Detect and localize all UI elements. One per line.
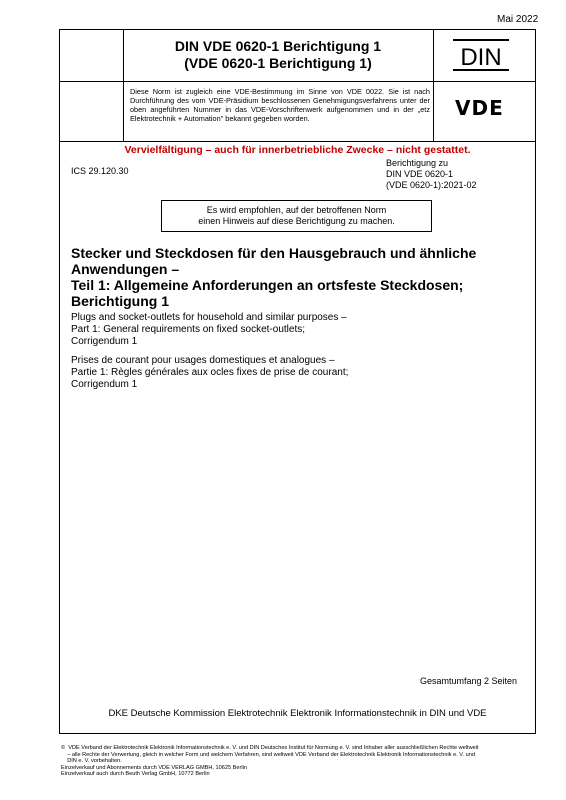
english-title-line: Part 1: General requirements on fixed socket-outlets; <box>71 324 306 335</box>
german-title-line: Stecker und Steckdosen für den Hausgebrauch und ähnliche <box>71 245 477 261</box>
dke-line: DKE Deutsche Kommission Elektrotechnik Elektronik Informationstechnik in DIN und VDE <box>108 708 487 719</box>
din-logo <box>451 38 511 72</box>
english-title-line: Plugs and socket-outlets for household and similar purposes – <box>71 312 347 323</box>
german-title-line: Teil 1: Allgemeine Anforderungen an ortsfeste Steckdosen; <box>71 277 464 293</box>
french-title-line: Partie 1: Règles générales aux ocles fixes de prise de courant; <box>71 367 349 378</box>
footer-line: © VDE Verband der Elektrotechnik Elektronik Informationstechnik e. V. und DIN Deutsches Institut für Normung e. V. sind Inhaber aller ausschließlichen Rechte weltweit <box>61 745 479 751</box>
french-title-line: Prises de courant pour usages domestiques et analogues – <box>71 355 335 366</box>
correction-line: DIN VDE 0620-1 <box>386 169 454 179</box>
standard-title: DIN VDE 0620-1 Berichtigung 1 <box>174 38 382 54</box>
german-title-line: Berichtigung 1 <box>71 293 170 309</box>
french-title-line: Corrigendum 1 <box>71 379 138 390</box>
header-divider-middle <box>59 81 536 82</box>
recommendation-box <box>161 200 432 232</box>
total-pages: Gesamtumfang 2 Seiten <box>420 676 518 686</box>
copy-warning: Vervielfältigung – auch für innerbetriebliche Zwecke – nicht gestattet. <box>124 144 471 156</box>
german-title <box>71 245 516 309</box>
recommendation-line: Es wird empfohlen, auf der betroffenen Norm <box>206 205 387 215</box>
copyright-footer <box>61 745 523 778</box>
publication-date: Mai 2022 <box>497 14 539 25</box>
french-title <box>71 355 516 391</box>
header-divider-right <box>433 29 434 142</box>
standard-subtitle: (VDE 0620-1 Berichtigung 1) <box>184 55 372 71</box>
ics-code: ICS 29.120.30 <box>71 166 129 176</box>
correction-line: (VDE 0620-1):2021-02 <box>386 180 477 190</box>
vde-intro-text: Diese Norm ist zugleich eine VDE-Bestimmung im Sinne von VDE 0022. Sie ist nach Durchführung des vom VDE-Präsidium beschlossenen Genehmigungsverfahrens unter der oben angeführten Nummer in das VDE-Vorschriftenwerk aufgenommen und in der „etz Elektrotechnik + Automation" bekannt gegeben worden. <box>130 87 430 123</box>
vde-logo: VDE <box>455 96 504 120</box>
german-title-line: Anwendungen – <box>71 261 180 277</box>
header-divider-bottom <box>59 141 536 142</box>
footer-line: DIN e. V. vorbehalten. <box>61 758 122 765</box>
footer-line: Einzelverkauf auch durch Beuth Verlag GmbH, 10772 Berlin <box>61 771 210 778</box>
footer-line: Einzelverkauf und Abonnements durch VDE VERLAG GMBH, 10625 Berlin <box>61 764 247 771</box>
correction-reference <box>386 158 477 191</box>
footer-line: – alle Rechte der Verwertung, gleich in welcher Form und welchem Verfahren, sind weltweit VDE Verband der Elektrotechnik Elektronik Informationstechnik e. V. und <box>61 751 475 758</box>
din-logo-text: DIN <box>460 44 502 71</box>
recommendation-line: einen Hinweis auf diese Berichtigung zu machen. <box>198 216 395 226</box>
english-title-line: Corrigendum 1 <box>71 336 138 347</box>
english-title <box>71 312 516 348</box>
correction-line: Berichtigung zu <box>386 158 449 168</box>
